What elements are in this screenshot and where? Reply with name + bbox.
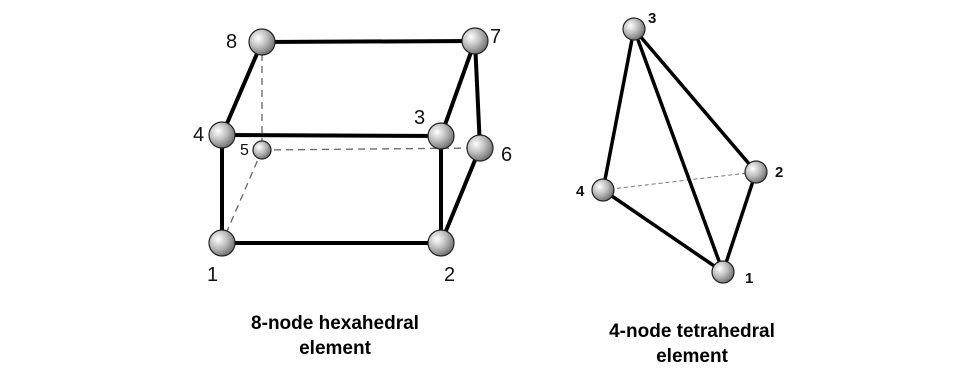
hexahedral-element bbox=[193, 26, 512, 286]
tet-edge-3-1 bbox=[634, 29, 723, 272]
tetrahedral-element bbox=[576, 10, 783, 287]
hex-edge-4-3 bbox=[222, 135, 441, 136]
hex-node-label-1: 1 bbox=[207, 264, 219, 286]
hex-node-label-2: 2 bbox=[444, 264, 456, 286]
hexahedral-caption-line2: element bbox=[299, 338, 371, 359]
tet-edge-3-4 bbox=[603, 29, 634, 190]
tet-edge-3-2 bbox=[634, 29, 756, 172]
hex-node-label-3: 3 bbox=[414, 107, 426, 129]
hex-hidden-edge-5-6 bbox=[262, 148, 480, 150]
hex-node-label-5: 5 bbox=[240, 142, 249, 159]
hex-edge-8-7 bbox=[262, 41, 475, 42]
hex-node-4 bbox=[209, 122, 235, 148]
hex-edge-6-2 bbox=[441, 148, 480, 243]
hex-node-2 bbox=[428, 230, 454, 256]
hexahedral-caption-line1: 8-node hexahedral bbox=[251, 313, 419, 334]
hexahedral-caption bbox=[215, 311, 455, 361]
hex-edge-7-6 bbox=[475, 41, 480, 148]
tet-node-label-2: 2 bbox=[775, 164, 784, 181]
tet-node-3 bbox=[623, 18, 645, 40]
hex-edge-8-4 bbox=[222, 42, 262, 135]
hex-node-label-8: 8 bbox=[226, 31, 238, 53]
hex-node-1 bbox=[209, 230, 235, 256]
tet-node-2 bbox=[745, 161, 767, 183]
tet-node-label-3: 3 bbox=[648, 10, 657, 27]
hex-edge-7-3 bbox=[441, 41, 475, 136]
tetrahedral-caption-line2: element bbox=[656, 346, 728, 367]
tet-node-4 bbox=[592, 179, 614, 201]
tet-edge-2-1 bbox=[723, 172, 756, 272]
tet-edge-4-1 bbox=[603, 190, 723, 272]
hex-node-7 bbox=[462, 28, 488, 54]
tet-hidden-edge-4-2 bbox=[603, 172, 756, 190]
tetrahedral-caption-line1: 4-node tetrahedral bbox=[609, 321, 775, 342]
hex-node-5 bbox=[253, 141, 271, 159]
tet-node-label-1: 1 bbox=[745, 270, 754, 287]
hex-node-8 bbox=[249, 29, 275, 55]
hex-node-label-4: 4 bbox=[193, 124, 205, 146]
hex-hidden-edge-5-1 bbox=[222, 150, 262, 243]
hex-node-label-7: 7 bbox=[490, 26, 502, 48]
tet-node-label-4: 4 bbox=[576, 183, 585, 200]
hex-node-3 bbox=[428, 123, 454, 149]
hex-node-6 bbox=[467, 135, 493, 161]
tetrahedral-caption bbox=[577, 319, 807, 369]
tet-node-1 bbox=[712, 261, 734, 283]
hex-node-label-6: 6 bbox=[501, 144, 513, 166]
